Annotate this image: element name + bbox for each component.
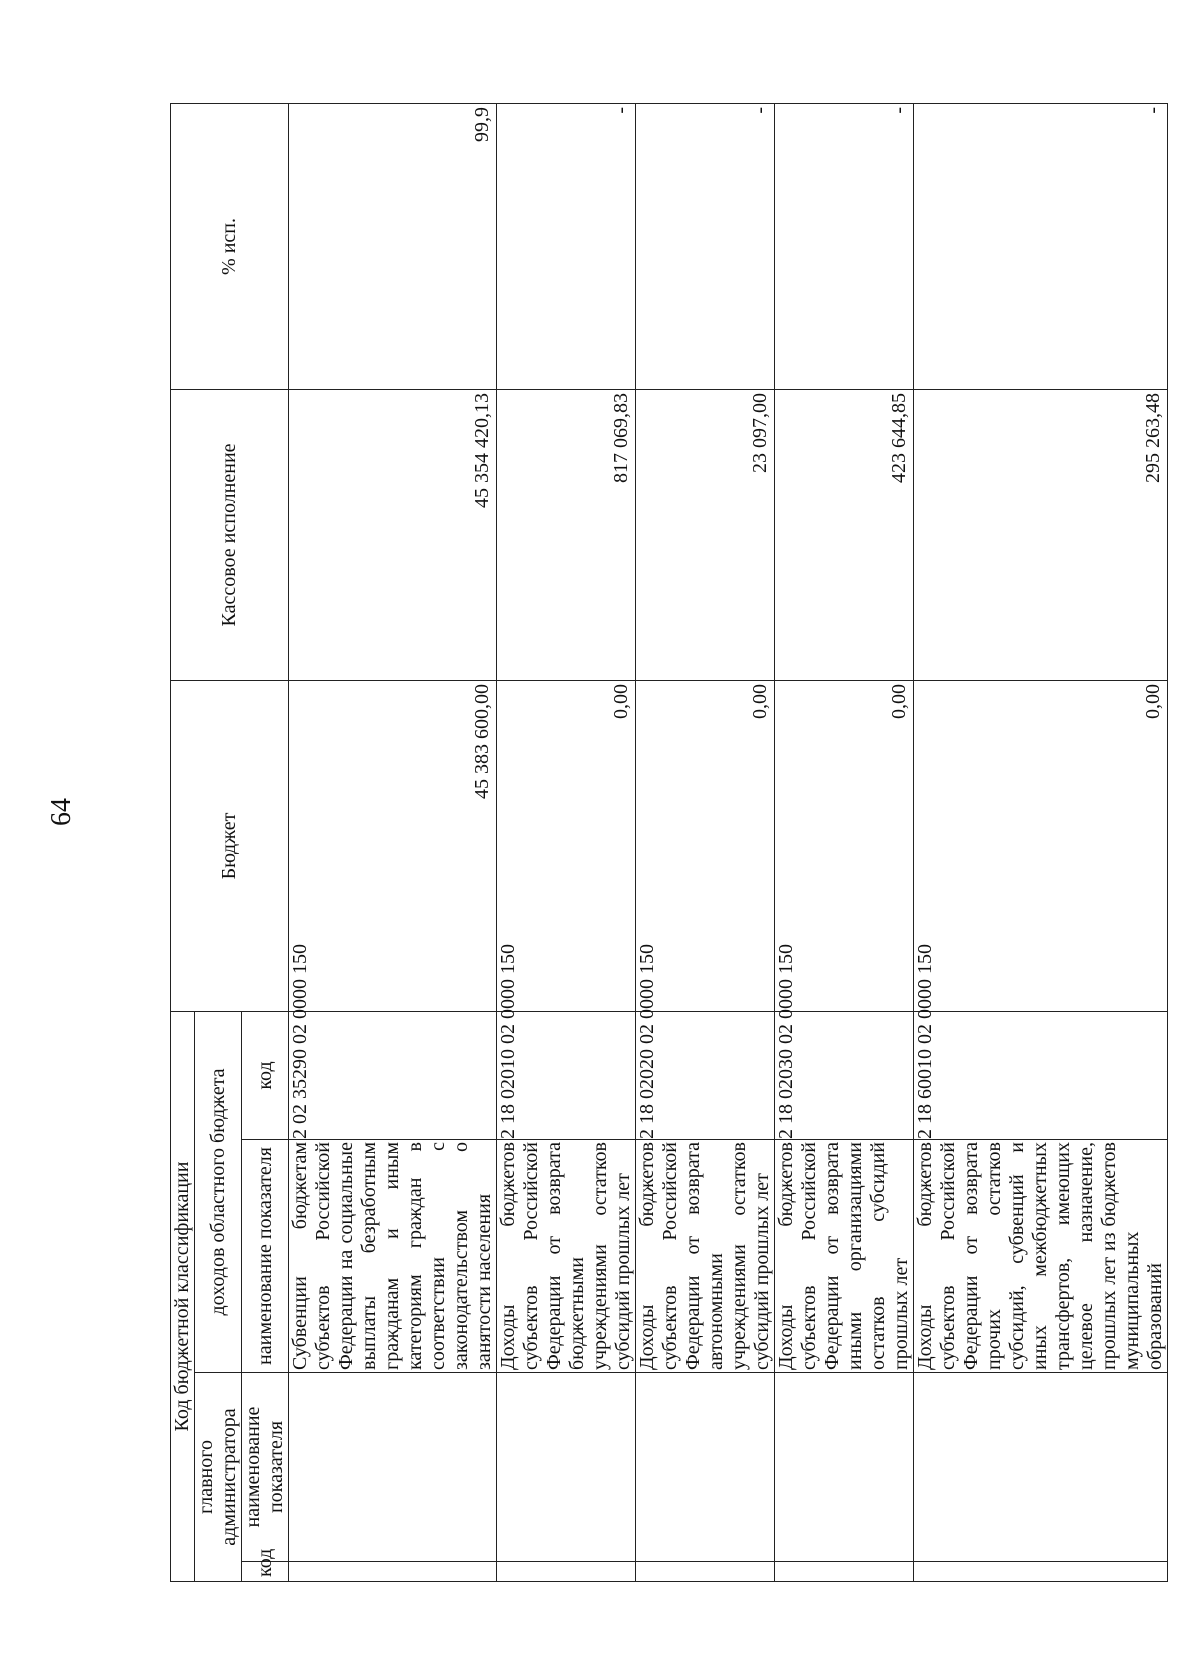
execution-cell: 45 354 420,13 <box>289 389 497 680</box>
income-code-header: код <box>242 1011 289 1139</box>
income-name-cell: Доходы бюджетов субъектов Российской Федерации от возврата иными организациями остатков субсидий прошлых лет <box>775 1140 914 1373</box>
execution-cell: 423 644,85 <box>775 389 914 680</box>
percent-header: % исп. <box>171 103 289 389</box>
admin-name-cell <box>289 1373 497 1562</box>
admin-name-cell <box>775 1373 914 1562</box>
admin-name-cell <box>636 1373 775 1562</box>
table-row <box>289 103 497 1581</box>
admin-code-header: код <box>242 1562 289 1582</box>
execution-cell: 23 097,00 <box>636 389 775 680</box>
table-row <box>636 103 775 1581</box>
table-row <box>497 103 636 1581</box>
budget-cell: 0,00 <box>636 680 775 1011</box>
income-name-cell: Доходы бюджетов субъектов Российской Федерации от возврата прочих остатков субсидий, субвенций и иных межбюджетных трансфертов, имеющих целевое назначение, прошлых лет из бюджетов муниципальных образований <box>914 1140 1168 1373</box>
income-group-header: доходов областного бюджета <box>195 1011 242 1372</box>
budget-table <box>170 103 1168 1582</box>
income-name-header: наименование показателя <box>242 1140 289 1373</box>
admin-name-cell <box>497 1373 636 1562</box>
admin-code-cell <box>914 1562 1168 1582</box>
admin-name-cell <box>914 1373 1168 1562</box>
budget-cell: 0,00 <box>775 680 914 1011</box>
execution-header: Кассовое исполнение <box>171 389 289 680</box>
budget-header: Бюджет <box>171 680 289 1011</box>
income-code-cell: 2 02 35290 02 0000 150 <box>289 1011 497 1139</box>
admin-code-cell <box>289 1562 497 1582</box>
rotated-table-container <box>170 104 1166 1582</box>
admin-code-cell <box>497 1562 636 1582</box>
income-name-cell: Доходы бюджетов субъектов Российской Федерации от возврата бюджетными учреждениями остатков субсидий прошлых лет <box>497 1140 636 1373</box>
income-name-cell: Доходы бюджетов субъектов Российской Федерации от возврата автономными учреждениями остатков субсидий прошлых лет <box>636 1140 775 1373</box>
admin-code-cell <box>636 1562 775 1582</box>
budget-cell: 0,00 <box>914 680 1168 1011</box>
percent-cell: - <box>636 103 775 389</box>
income-name-cell: Субвенции бюджетам субъектов Российской Федерации на социальные выплаты безработным гражданам и иным категориям граждан в соответствии с законодательством о занятости населения <box>289 1140 497 1373</box>
percent-cell: - <box>914 103 1168 389</box>
table-row <box>914 103 1168 1581</box>
income-code-cell: 2 18 02020 02 0000 150 <box>636 1011 775 1139</box>
table-row <box>775 103 914 1581</box>
execution-cell: 817 069,83 <box>497 389 636 680</box>
budget-cell: 0,00 <box>497 680 636 1011</box>
admin-code-cell <box>775 1562 914 1582</box>
income-code-cell: 2 18 02010 02 0000 150 <box>497 1011 636 1139</box>
admin-group-header: главного администратора <box>195 1373 242 1582</box>
execution-cell: 295 263,48 <box>914 389 1168 680</box>
admin-name-header: наименование показателя <box>242 1373 289 1562</box>
income-code-cell: 2 18 02030 02 0000 150 <box>775 1011 914 1139</box>
income-code-cell: 2 18 60010 02 0000 150 <box>914 1011 1168 1139</box>
budget-cell: 45 383 600,00 <box>289 680 497 1011</box>
percent-cell: 99,9 <box>289 103 497 389</box>
classification-group-header: Код бюджетной классификации <box>171 1011 195 1581</box>
percent-cell: - <box>775 103 914 389</box>
percent-cell: - <box>497 103 636 389</box>
page-number: 64 <box>46 798 77 826</box>
